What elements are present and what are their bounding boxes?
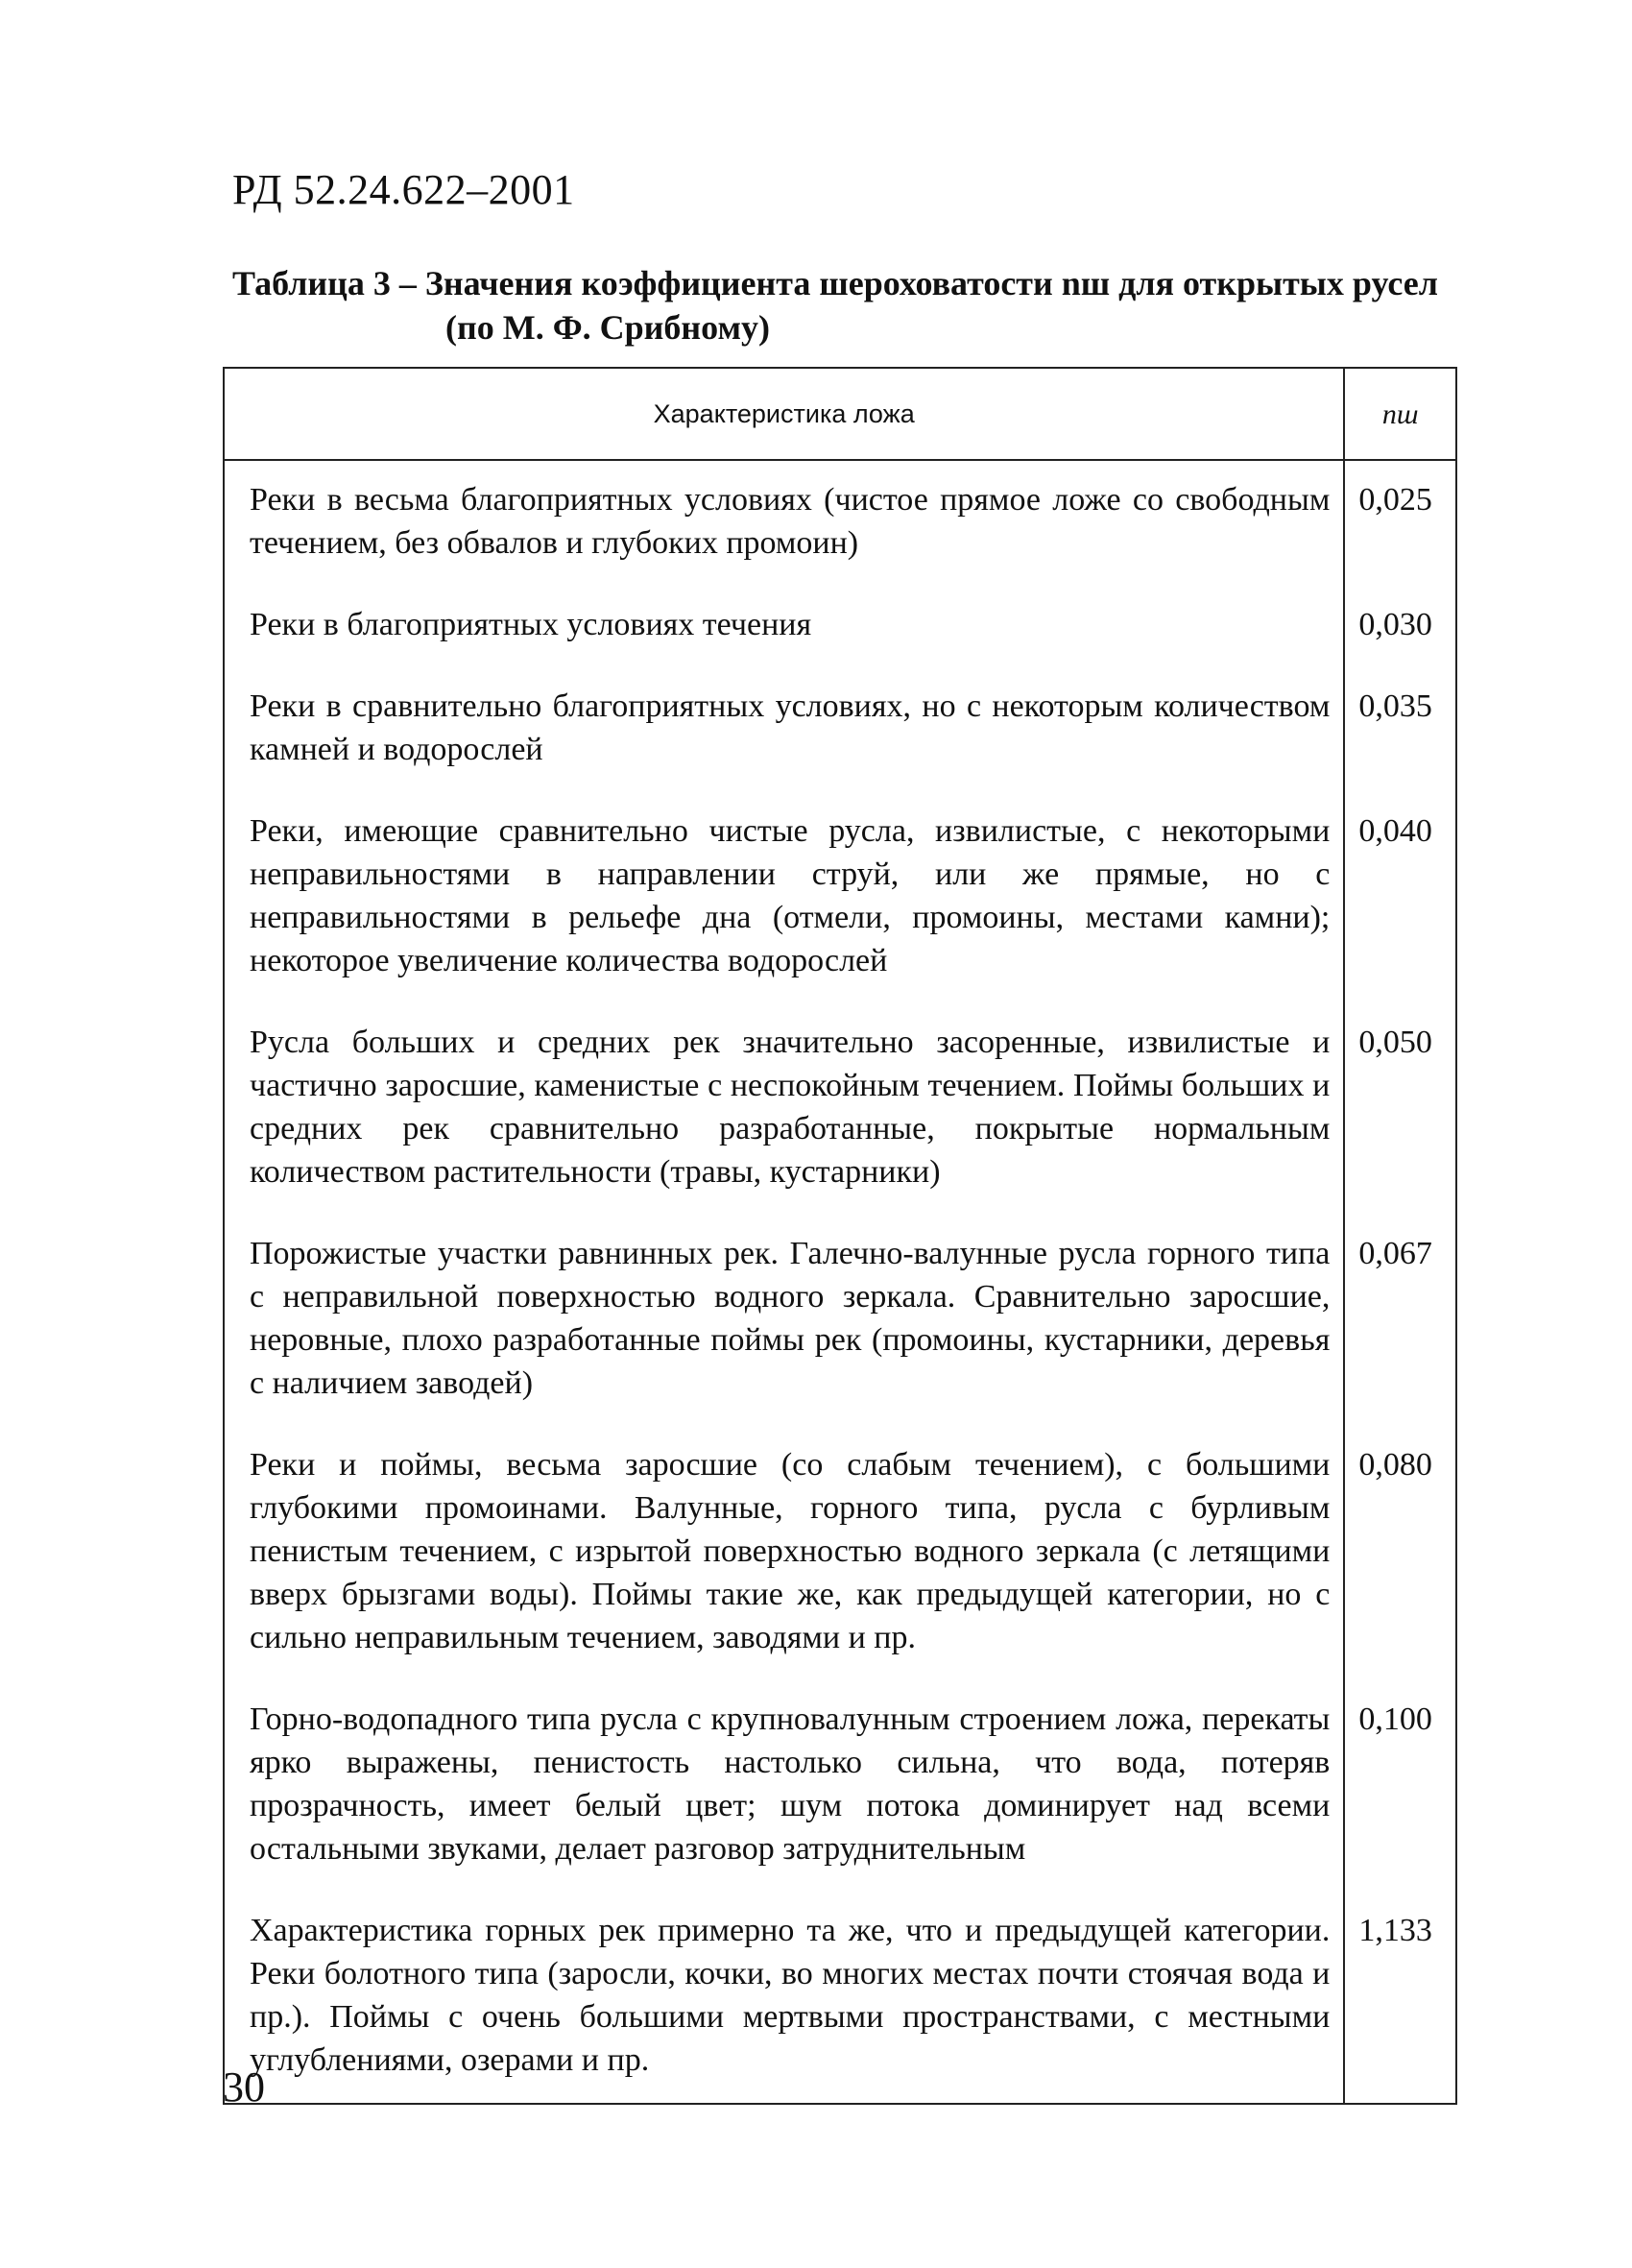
table-caption <box>232 261 1500 350</box>
caption-line-1: Таблица 3 – Значения коэффициента шероховатости nш для открытых русел <box>232 264 1438 302</box>
row-coefficient-value: 0,030 <box>1344 586 1456 667</box>
row-description: Порожистые участки равнинных рек. Галечно-валунные русла горного типа с неправильной поверхностью водного зеркала. Сравнительно заросшие, неровные, плохо разработанные поймы рек (промоины, кустарники, деревья с наличием заводей) <box>224 1215 1344 1426</box>
row-coefficient-value: 0,025 <box>1344 460 1456 586</box>
table-row <box>224 1215 1456 1426</box>
table-row <box>224 1003 1456 1215</box>
row-description: Русла больших и средних рек значительно засоренные, извилистые и частично заросшие, каменистые с неспокойным течением. Поймы больших и средних рек сравнительно разработанные, покрытые нормальным количеством растительности (травы, кустарники) <box>224 1003 1344 1215</box>
table-row <box>224 1680 1456 1892</box>
table-row <box>224 792 1456 1003</box>
row-description: Горно-водопадного типа русла с крупновалунным строением ложа, перекаты ярко выражены, пенистость настолько сильна, что вода, потеряв прозрачность, имеет белый цвет; шум потока доминирует над всеми остальными звуками, делает разговор затруднительным <box>224 1680 1344 1892</box>
table-body <box>224 460 1456 2104</box>
row-description: Характеристика горных рек примерно та же, что и предыдущей категории. Реки болотного типа (заросли, кочки, во многих местах почти стоячая вода и пр.). Поймы с очень большими мертвыми пространствами, с местными углублениями, озерами и пр. <box>224 1892 1344 2104</box>
column-header-description: Характеристика ложа <box>224 368 1344 460</box>
row-description: Реки, имеющие сравнительно чистые русла, извилистые, с некоторыми неправильностями в направлении струй, или же прямые, но с неправильностями в рельефе дна (отмели, промоины, местами камни); некоторое увеличение количества водорослей <box>224 792 1344 1003</box>
row-description: Реки в весьма благоприятных условиях (чистое прямое ложе со свободным течением, без обвалов и глубоких промоин) <box>224 460 1344 586</box>
roughness-table <box>223 367 1457 2105</box>
table-row <box>224 460 1456 586</box>
row-description: Реки в сравнительно благоприятных условиях, но с некоторым количеством камней и водорослей <box>224 667 1344 792</box>
table-row <box>224 667 1456 792</box>
row-description: Реки и поймы, весьма заросшие (со слабым течением), с большими глубокими промоинами. Валунные, горного типа, русла с бурливым пенистым течением, с изрытой поверхностью водного зеркала (с летящими вверх брызгами воды). Поймы такие же, как предыдущей категории, но с сильно неправильным течением, заводями и пр. <box>224 1426 1344 1680</box>
table-row <box>224 1426 1456 1680</box>
row-coefficient-value: 0,067 <box>1344 1215 1456 1426</box>
row-coefficient-value: 0,035 <box>1344 667 1456 792</box>
column-header-coefficient: nш <box>1344 368 1456 460</box>
row-coefficient-value: 0,050 <box>1344 1003 1456 1215</box>
row-description: Реки в благоприятных условиях течения <box>224 586 1344 667</box>
table-header-row <box>224 368 1456 460</box>
row-coefficient-value: 0,080 <box>1344 1426 1456 1680</box>
row-coefficient-value: 1,133 <box>1344 1892 1456 2104</box>
page-number: 30 <box>223 2063 265 2111</box>
caption-line-2: (по М. Ф. Срибному) <box>445 308 770 347</box>
row-coefficient-value: 0,100 <box>1344 1680 1456 1892</box>
document-code: РД 52.24.622–2001 <box>232 166 575 213</box>
row-coefficient-value: 0,040 <box>1344 792 1456 1003</box>
table-row <box>224 586 1456 667</box>
table-row <box>224 1892 1456 2104</box>
